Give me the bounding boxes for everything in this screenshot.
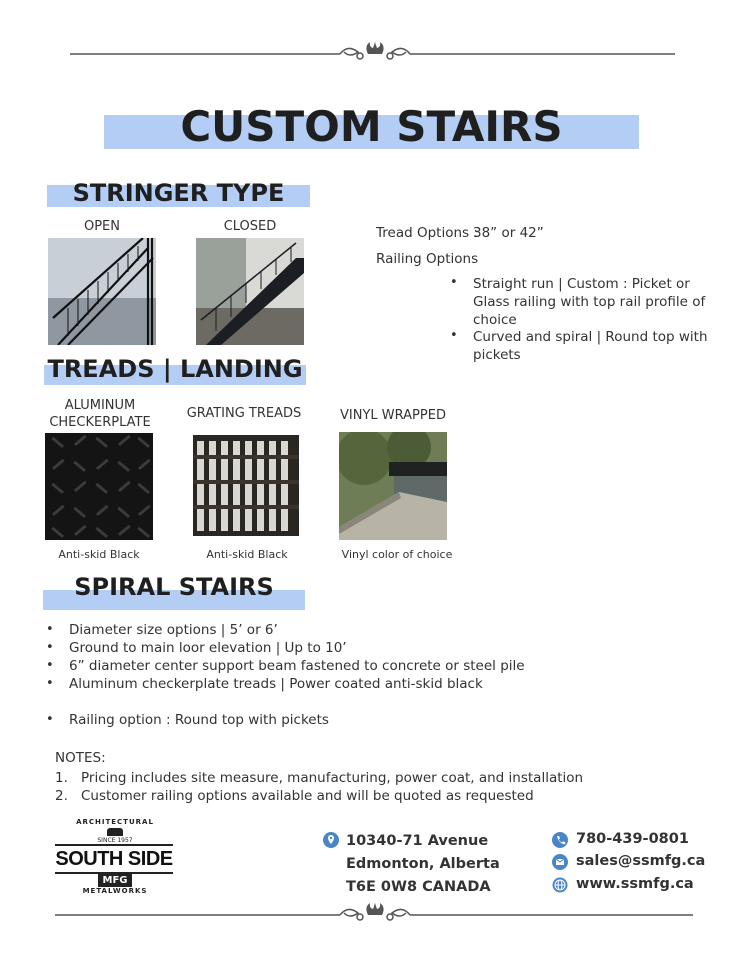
grating-photo: [193, 435, 299, 536]
spiral-item-4: Aluminum checkerplate treads | Power coated anti-skid black: [69, 676, 483, 692]
notes-heading: NOTES:: [55, 750, 106, 766]
email-text[interactable]: sales@ssmfg.ca: [576, 853, 706, 869]
logo-since: SINCE 1957: [97, 837, 133, 844]
website-text[interactable]: www.ssmfg.ca: [576, 876, 694, 892]
grating-caption: Anti-skid Black: [206, 548, 288, 561]
logo-mfg: MFG: [98, 874, 132, 887]
vinyl-photo: [339, 432, 447, 540]
top-ornament: [0, 40, 750, 64]
bullet: •: [450, 275, 458, 290]
address-line-3: T6E 0W8 CANADA: [346, 879, 491, 895]
logo-bottom-text: METALWORKS: [82, 887, 148, 895]
bullet: •: [46, 640, 54, 655]
logo-top-text: ARCHITECTURAL: [76, 818, 154, 826]
logo-name: SOUTH SIDE: [55, 844, 173, 874]
bullet: •: [46, 622, 54, 637]
spiral-item-1: Diameter size options | 5’ or 6’: [69, 622, 278, 638]
spiral-item-3: 6” diameter center support beam fastened to concrete or steel pile: [69, 658, 525, 674]
email-icon: [552, 854, 568, 870]
vinyl-caption: Vinyl color of choice: [341, 548, 453, 561]
spiral-heading: SPIRAL STAIRS: [74, 573, 274, 601]
checkerplate-caption: Anti-skid Black: [58, 548, 140, 561]
company-logo: [55, 818, 175, 896]
grating-label: GRATING TREADS: [186, 406, 302, 421]
spiral-item-2: Ground to main loor elevation | Up to 10’: [69, 640, 347, 656]
maple-leaf-icon: [107, 828, 123, 836]
note-number: 2.: [55, 788, 68, 804]
railing-option-1: Straight run | Custom : Picket or Glass railing with top rail profile of choice: [473, 276, 706, 328]
address-line-1: 10340-71 Avenue: [346, 833, 489, 849]
phone-icon: [552, 832, 568, 848]
bullet: •: [46, 676, 54, 691]
closed-label: CLOSED: [223, 219, 277, 234]
bullet: •: [450, 328, 458, 343]
stringer-heading: STRINGER TYPE: [72, 179, 285, 207]
closed-stringer-photo: [196, 238, 304, 345]
location-icon: [323, 832, 339, 848]
phone-text[interactable]: 780-439-0801: [576, 831, 689, 847]
note-number: 1.: [55, 770, 68, 786]
page-title: CUSTOM STAIRS: [180, 102, 563, 151]
bullet: •: [46, 712, 54, 727]
tread-options-label: Tread Options :: [376, 225, 478, 241]
railing-option-2: Curved and spiral | Round top with pickets: [473, 329, 708, 363]
globe-icon: [552, 877, 568, 893]
vinyl-label: VINYL WRAPPED: [340, 408, 446, 423]
tread-options-value: 38” or 42”: [473, 225, 544, 241]
spiral-railing: Railing option : Round top with pickets: [69, 712, 329, 728]
bullet: •: [46, 658, 54, 673]
treads-heading: TREADS | LANDING: [47, 355, 303, 383]
open-stringer-photo: [48, 238, 156, 345]
bottom-ornament: [0, 903, 750, 927]
open-label: OPEN: [83, 219, 120, 234]
note-2: Customer railing options available and will be quoted as requested: [81, 788, 534, 804]
note-1: Pricing includes site measure, manufacturing, power coat, and installation: [81, 770, 584, 786]
railing-options-label: Railing Options: [376, 251, 479, 267]
checkerplate-label: ALUMINUM CHECKERPLATE: [49, 398, 151, 430]
address-line-2: Edmonton, Alberta: [346, 856, 500, 872]
checkerplate-photo: [45, 433, 153, 540]
